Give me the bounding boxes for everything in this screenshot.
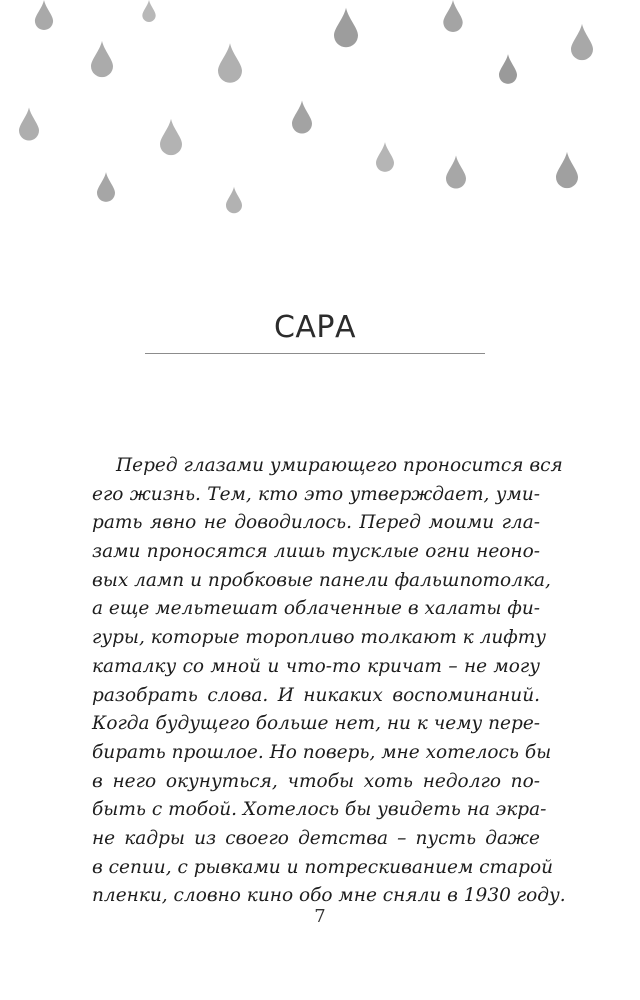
paragraph-line: не кадры из своего детства – пусть даже [92,827,540,849]
raindrop-icon [376,140,394,174]
paragraph-line: в него окунуться, чтобы хоть недолго по- [92,770,540,792]
paragraph-line: гуры, которые торопливо толкают к лифту [92,627,547,649]
chapter-title: САРА [273,310,357,345]
raindrop-icon [571,18,593,66]
paragraph-line: рать явно не доводилось. Перед моими гла- [92,512,540,534]
paragraph-line: его жизнь. Тем, кто это утверждает, уми- [92,483,540,505]
page-number: 7 [314,906,326,927]
raindrop-icon [97,168,115,206]
paragraph-line: каталку со мной и что-то кричат – не могу [92,655,540,677]
raindrop-icon [334,6,358,49]
paragraph-line: в сепии, с рывками и потрескиванием старой [92,856,553,878]
paragraph-line: вых ламп и пробковые панели фальшпотолка, [92,569,551,591]
raindrop-icon [292,98,312,136]
raindrop-icon [556,146,578,194]
raindrop-icon [446,152,466,192]
paragraph-line: бирать прошлое. Но поверь, мне хотелось бы [92,741,552,763]
raindrop-icon [226,184,242,216]
raindrop-icon [441,0,465,32]
raindrop-decoration [0,0,640,230]
raindrop-icon [19,104,39,144]
paragraph-line: Когда будущего больше нет, ни к чему пере- [92,713,541,735]
paragraph-line: зами проносятся лишь тусклые огни неоно- [92,541,540,563]
paragraph-line: пленки, словно кино обо мне сняли в 1930 году. [92,885,566,907]
paragraph-line: Перед глазами умирающего проносится вся [116,455,563,476]
raindrop-icon [160,112,182,162]
raindrop-icon [91,36,113,82]
paragraph-line: а еще мельтешат облаченные в халаты фи- [92,598,540,620]
raindrop-icon [140,0,158,22]
raindrop-icon [499,53,517,85]
title-divider [145,353,485,354]
paragraph-line: быть с тобой. Хотелось бы увидеть на экра- [92,799,547,821]
raindrop-icon [33,0,55,30]
chapter-paragraph [92,452,566,911]
paragraph-line: разобрать слова. И никаких воспоминаний. [92,684,540,706]
raindrop-icon [218,38,242,88]
